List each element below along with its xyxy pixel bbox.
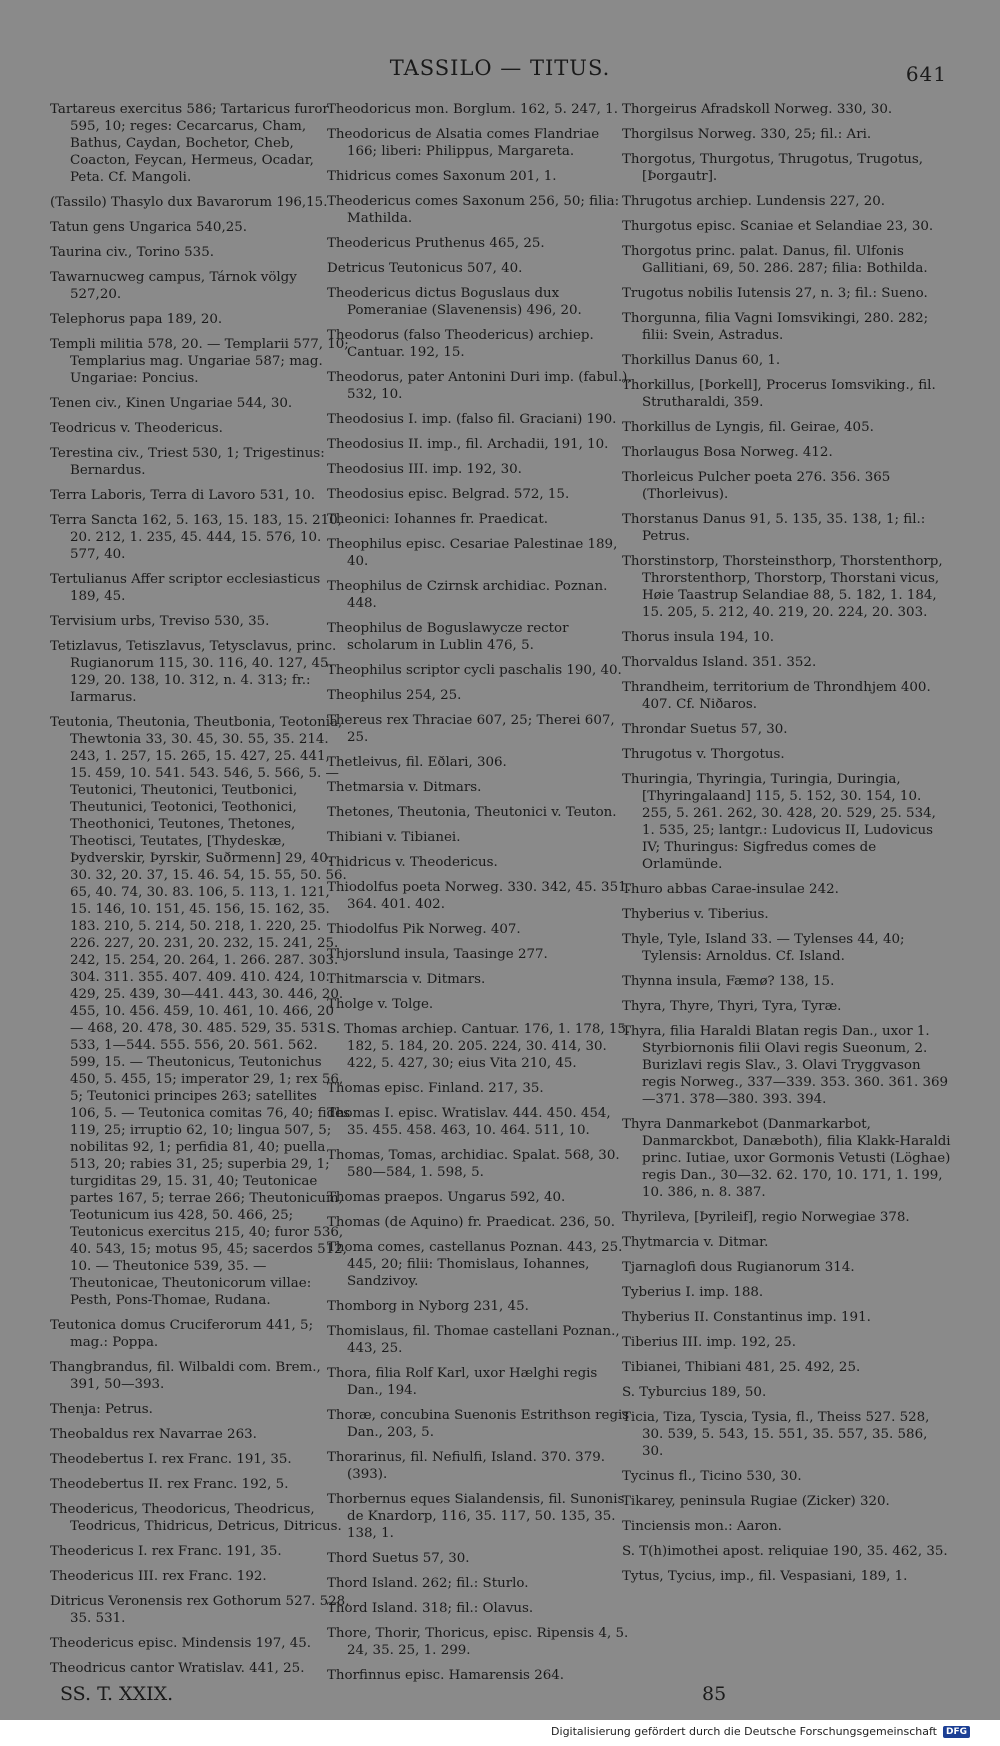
index-entry: Thyra, filia Haraldi Blatan regis Dan., uxor 1. Styrbiornonis filii Olavi regis Sueonum, 2. Burizlavi regis Slav., 3. Olavi Tryggvason regis Norweg., 337—339. 353. 360. 361. 369—371. 378—380. 393. 394.	[622, 1024, 949, 1107]
index-entry: Taurina civ., Torino 535.	[50, 245, 214, 260]
index-entry: Tibianei, Thibiani 481, 25. 492, 25.	[622, 1360, 861, 1375]
index-entry: Thangbrandus, fil. Wilbaldi com. Brem., 391, 50—393.	[50, 1360, 321, 1392]
index-entry: Teodricus v. Theodericus.	[50, 421, 223, 436]
index-entry: Thiodolfus poeta Norweg. 330. 342, 45. 351. 364. 401. 402.	[327, 880, 631, 912]
index-entry: Theodericus dictus Boguslaus dux Pomeraniae (Slavenensis) 496, 20.	[327, 286, 582, 318]
index-entry: Thoræ, concubina Suenonis Estrithson regis Dan., 203, 5.	[327, 1408, 630, 1440]
index-entry: Terra Sancta 162, 5. 163, 15. 183, 15. 210, 20. 212, 1. 235, 45. 444, 15. 576, 10. 577, 40.	[50, 513, 342, 562]
index-entry: Thorbernus eques Sialandensis, fil. Sunonis de Knardorp, 116, 35. 117, 50. 135, 35. 138, 1.	[327, 1492, 625, 1541]
dfg-logo-icon: DFG	[943, 1726, 970, 1738]
index-entry: Thorlaugus Bosa Norweg. 412.	[622, 445, 833, 460]
index-entry: Thomborg in Nyborg 231, 45.	[327, 1299, 529, 1314]
folio-number: 85	[702, 1683, 727, 1705]
index-entry: Theodebertus I. rex Franc. 191, 35.	[50, 1452, 292, 1467]
signature-mark: SS. T. XXIX.	[60, 1683, 174, 1705]
index-entry: Thyberius v. Tiberius.	[622, 907, 769, 922]
index-entry: Tatun gens Ungarica 540,25.	[50, 220, 248, 235]
index-entry: Thurgotus episc. Scaniae et Selandiae 23, 30.	[622, 219, 934, 234]
index-entry: Thidricus v. Theodericus.	[327, 855, 498, 870]
index-entry: Thenja: Petrus.	[50, 1402, 153, 1417]
index-entry: Theodorus, pater Antonini Duri imp. (fabul.), 532, 10.	[327, 370, 632, 402]
index-entry: Thidricus comes Saxonum 201, 1.	[327, 169, 557, 184]
index-entry: Thord Island. 318; fil.: Olavus.	[327, 1601, 534, 1616]
index-entry: Thora, filia Rolf Karl, uxor Hælghi regis Dan., 194.	[327, 1366, 598, 1398]
index-entry: Theodricus cantor Wratislav. 441, 25.	[50, 1661, 305, 1676]
index-entry: Thomas I. episc. Wratislav. 444. 450. 454, 35. 455. 458. 463, 10. 464. 511, 10.	[327, 1106, 611, 1138]
index-column-left	[50, 101, 350, 1685]
index-entry: Trugotus nobilis Iutensis 27, n. 3; fil.: Sueno.	[622, 286, 928, 301]
index-entry: Thomas (de Aquino) fr. Praedicat. 236, 50.	[327, 1215, 616, 1230]
index-entry: Thomas, Tomas, archidiac. Spalat. 568, 30. 580—584, 1. 598, 5.	[327, 1148, 620, 1180]
index-entry: Tenen civ., Kinen Ungariae 544, 30.	[50, 396, 293, 411]
index-entry: Theodorus (falso Theodericus) archiep. Cantuar. 192, 15.	[327, 328, 594, 360]
index-entry: Thorgotus princ. palat. Danus, fil. Ulfonis Gallitiani, 69, 50. 286. 287; filia: Bothilda.	[622, 244, 928, 276]
index-entry: Thjorslund insula, Taasinge 277.	[327, 947, 548, 962]
index-entry: Theodosius III. imp. 192, 30.	[327, 462, 522, 477]
index-entry: Tinciensis mon.: Aaron.	[622, 1519, 782, 1534]
page-number: 641	[905, 62, 947, 86]
index-entry: Thyra, Thyre, Thyri, Tyra, Tyræ.	[622, 999, 842, 1014]
index-entry: Telephorus papa 189, 20.	[50, 312, 223, 327]
index-entry: Theodosius I. imp. (falso fil. Graciani) 190.	[327, 412, 617, 427]
index-entry: Tytus, Tycius, imp., fil. Vespasiani, 189, 1.	[622, 1569, 908, 1584]
index-entry: S. T(h)imothei apost. reliquiae 190, 35. 462, 35.	[622, 1544, 948, 1559]
index-entry: Terra Laboris, Terra di Lavoro 531, 10.	[50, 488, 315, 503]
index-entry: Tervisium urbs, Treviso 530, 35.	[50, 614, 270, 629]
index-entry: Theonici: Iohannes fr. Praedicat.	[327, 512, 548, 527]
index-entry: Tjarnaglofi dous Rugianorum 314.	[622, 1260, 855, 1275]
index-entry: Tiberius III. imp. 192, 25.	[622, 1335, 796, 1350]
index-entry: Theodericus I. rex Franc. 191, 35.	[50, 1544, 282, 1559]
index-entry: Teutonia, Theutonia, Theutbonia, Teotonia, Thewtonia 33, 30. 45, 30. 55, 35. 214. 243, 1. 257, 15. 265, 15. 427, 25. 441, 15. 459, 10. 541. 543. 546, 5. 566, 5. — Teutonici, Theutonici, Teutbonici, Theutunici, Teotonici, Teothonici, Theothonici, Teutones, Thetones, Theotisci, Teutates, [Thydeskæ, Þydverskir, Þyrskir, Suðrmenn] 29, 40. 30. 32, 20. 37, 15. 46. 54, 15. 55, 50. 56. 65, 40. 74, 30. 83. 106, 5. 113, 1. 121, 15. 146, 10. 151, 45. 156, 15. 162, 35. 183. 210, 5. 214, 50. 218, 1. 220, 25. 226. 227, 20. 231, 20. 232, 15. 241, 25. 242, 15. 254, 20. 264, 1. 266. 287. 303. 304. 311. 355. 407. 409. 410. 424, 10. 429, 25. 439, 30—441. 443, 30. 446, 20. 455, 10. 456. 459, 10. 461, 10. 466, 20 — 468, 20. 478, 30. 485. 529, 35. 531. 533, 1—544. 555. 556, 20. 561. 562. 599, 15. — Theutonicus, Teutonichus 450, 5. 455, 15; imperator 29, 1; rex 56, 5; Teutonici principes 263; satellites 106, 5. — Teutonica comitas 76, 40; fides 119, 25; irruptio 62, 10; lingua 507, 5; nobilitas 92, 1; perfidia 81, 40; puella 513, 20; rabies 31, 25; superbia 29, 1; turgiditas 29, 15. 31, 40; Teutonicae partes 167, 5; terrae 266; Theutonicum, Teotunicum ius 428, 50. 466, 25; Teutonicus exercitus 215, 40; furor 536, 40. 543, 15; motus 95, 45; sacerdos 512, 10. — Theutonice 539, 35. — Theutonicae, Theutonicorum villae: Pesth, Pons-Thomae, Rudana.	[50, 715, 350, 1308]
index-entry: Thorfinnus episc. Hamarensis 264.	[327, 1668, 565, 1683]
index-entry: Thibiani v. Tibianei.	[327, 830, 461, 845]
index-entry: Thomas praepos. Ungarus 592, 40.	[327, 1190, 566, 1205]
index-entry: Theophilus scriptor cycli paschalis 190, 40.	[327, 663, 622, 678]
index-entry: Thyle, Tyle, Island 33. — Tylenses 44, 40; Tylensis: Arnoldus. Cf. Island.	[622, 932, 905, 964]
index-entry: Theodericus III. rex Franc. 192.	[50, 1569, 267, 1584]
index-entry: Thytmarcia v. Ditmar.	[622, 1235, 769, 1250]
index-entry: Thoma comes, castellanus Poznan. 443, 25. 445, 20; filii: Thomislaus, Iohannes, Sandzivoy.	[327, 1240, 623, 1289]
funding-credit	[551, 1725, 970, 1738]
index-entry: Thitmarscia v. Ditmars.	[327, 972, 486, 987]
index-entry: Thyrileva, [Þyrileif], regio Norwegiae 378.	[622, 1210, 910, 1225]
index-entry: Thrugotus v. Thorgotus.	[622, 747, 785, 762]
index-entry: Thorvaldus Island. 351. 352.	[622, 655, 817, 670]
index-entry: Thorkillus de Lyngis, fil. Geirae, 405.	[622, 420, 874, 435]
index-entry: Theophilus de Czirnsk archidiac. Poznan. 448.	[327, 579, 608, 611]
index-entry: Thorgilsus Norweg. 330, 25; fil.: Ari.	[622, 127, 872, 142]
index-entry: Thord Suetus 57, 30.	[327, 1551, 470, 1566]
index-entry: (Tassilo) Thasylo dux Bavarorum 196,15.	[50, 195, 328, 210]
index-entry: Theophilus 254, 25.	[327, 688, 462, 703]
running-head-title: TASSILO — TITUS.	[389, 56, 611, 80]
index-entry: Thorkillus, [Þorkell], Procerus Iomsviking., fil. Strutharaldi, 359.	[622, 378, 936, 410]
index-entry: Thorgotus, Thurgotus, Thrugotus, Trugotus, [Þorgautr].	[622, 152, 923, 184]
index-entry: Thorstinstorp, Thorsteinsthorp, Thorstenthorp, Throrstenthorp, Thorstorp, Thorstani vicus, Høie Taastrup Selandiae 88, 5. 182, 1. 184, 15. 205, 5. 212, 40. 219, 20. 224, 20. 303.	[622, 554, 943, 620]
index-entry: Theodebertus II. rex Franc. 192, 5.	[50, 1477, 289, 1492]
index-entry: Tartareus exercitus 586; Tartaricus furor 595, 10; reges: Cecarcarus, Cham, Bathus, Caydan, Bochetor, Cheb, Coacton, Feycan, Hermeus, Ocadar, Peta. Cf. Mangoli.	[50, 102, 329, 185]
index-entry: Thynna insula, Fæmø? 138, 15.	[622, 974, 835, 989]
index-entry: Theodericus Pruthenus 465, 25.	[327, 236, 545, 251]
index-entry: Theophilus episc. Cesariae Palestinae 189, 40.	[327, 537, 618, 569]
index-entry: S. Tyburcius 189, 50.	[622, 1385, 767, 1400]
index-entry: Thrandheim, territorium de Throndhjem 400. 407. Cf. Niðaros.	[622, 680, 931, 712]
index-column-right	[622, 101, 952, 1593]
index-entry: Thuringia, Thyringia, Turingia, Duringia, [Thyringalaand] 115, 5. 152, 30. 154, 10. 255, 5. 261. 262, 30. 428, 20. 529, 25. 534, 1. 535, 25; lantgr.: Ludovicus II, Ludovicus IV; Thuringus: Sigfredus comes de Orlamünde.	[622, 772, 936, 872]
index-entry: Thorstanus Danus 91, 5. 135, 35. 138, 1; fil.: Petrus.	[622, 512, 926, 544]
index-entry: Detricus Teutonicus 507, 40.	[327, 261, 523, 276]
index-entry: Theodericus episc. Mindensis 197, 45.	[50, 1636, 312, 1651]
index-entry: Tholge v. Tolge.	[327, 997, 434, 1012]
index-entry: Theodoricus mon. Borglum. 162, 5. 247, 1.	[327, 102, 618, 117]
index-entry: Tyberius I. imp. 188.	[622, 1285, 764, 1300]
index-entry: Thorgeirus Afradskoll Norweg. 330, 30.	[622, 102, 893, 117]
index-entry: Thomislaus, fil. Thomae castellani Poznan., 443, 25.	[327, 1324, 620, 1356]
index-entry: Tawarnucweg campus, Tárnok völgy 527,20.	[50, 270, 297, 302]
index-entry: Thorus insula 194, 10.	[622, 630, 775, 645]
index-entry: Tetizlavus, Tetiszlavus, Tetysclavus, princ. Rugianorum 115, 30. 116, 40. 127, 45. 129, 20. 138, 10. 312, n. 4. 313; fr.: Iarmarus.	[50, 639, 337, 705]
index-entry: Thetleivus, fil. Eðlari, 306.	[327, 755, 507, 770]
index-entry: Teutonica domus Cruciferorum 441, 5; mag.: Poppa.	[50, 1318, 314, 1350]
credit-text: Digitalisierung gefördert durch die Deutsche Forschungsgemeinschaft	[551, 1725, 937, 1738]
index-entry: Thyberius II. Constantinus imp. 191.	[622, 1310, 871, 1325]
index-entry: Tikarey, peninsula Rugiae (Zicker) 320.	[622, 1494, 890, 1509]
index-entry: Thorleicus Pulcher poeta 276. 356. 365 (Thorleivus).	[622, 470, 891, 502]
index-entry: Ticia, Tiza, Tyscia, Tysia, fl., Theiss 527. 528, 30. 539, 5. 543, 15. 551, 35. 557, 35. 586, 30.	[622, 1410, 930, 1459]
index-entry: Theodericus comes Saxonum 256, 50; filia: Mathilda.	[327, 194, 620, 226]
index-entry: Theodericus, Theodoricus, Theodricus, Teodricus, Thidricus, Detricus, Ditricus.	[50, 1502, 342, 1534]
index-column-middle	[327, 101, 632, 1692]
index-entry: Thereus rex Thraciae 607, 25; Therei 607, 25.	[327, 713, 615, 745]
index-entry: Thrugotus archiep. Lundensis 227, 20.	[622, 194, 886, 209]
index-entry: Thord Island. 262; fil.: Sturlo.	[327, 1576, 529, 1591]
index-entry: Thorgunna, filia Vagni Iomsvikingi, 280. 282; filii: Svein, Astradus.	[622, 311, 929, 343]
index-entry: Tycinus fl., Ticino 530, 30.	[622, 1469, 802, 1484]
index-entry: Thorkillus Danus 60, 1.	[622, 353, 781, 368]
index-entry: Thetones, Theutonia, Theutonici v. Teuton.	[327, 805, 617, 820]
index-entry: Templi militia 578, 20. — Templarii 577, 10; Templarius mag. Ungariae 587; mag. Ungariae: Poncius.	[50, 337, 349, 386]
index-entry: Throndar Suetus 57, 30.	[622, 722, 788, 737]
index-entry: Tertulianus Affer scriptor ecclesiasticus 189, 45.	[50, 572, 321, 604]
index-entry: Ditricus Veronensis rex Gothorum 527. 528, 35. 531.	[50, 1594, 350, 1626]
index-entry: Terestina civ., Triest 530, 1; Trigestinus: Bernardus.	[50, 446, 325, 478]
index-entry: Thetmarsia v. Ditmars.	[327, 780, 482, 795]
index-entry: Theophilus de Boguslawycze rector scholarum in Lublin 476, 5.	[327, 621, 569, 653]
index-entry: Theobaldus rex Navarrae 263.	[50, 1427, 257, 1442]
index-entry: Thorarinus, fil. Nefiulfi, Island. 370. 379. (393).	[327, 1450, 605, 1482]
index-entry: Thiodolfus Pik Norweg. 407.	[327, 922, 521, 937]
index-entry: Thyra Danmarkebot (Danmarkarbot, Danmarckbot, Danæboth), filia Klakk-Haraldi princ. Iutiae, uxor Gormonis Vetusti (Löghae) regis Dan., 30—32. 62. 170, 10. 171, 1. 199, 10. 386, n. 8. 387.	[622, 1117, 951, 1200]
index-entry: Theodosius episc. Belgrad. 572, 15.	[327, 487, 570, 502]
index-entry: S. Thomas archiep. Cantuar. 176, 1. 178, 15. 182, 5. 184, 20. 205. 224, 30. 414, 30. 422, 5. 427, 30; eius Vita 210, 45.	[327, 1022, 631, 1071]
index-entry: Thomas episc. Finland. 217, 35.	[327, 1081, 544, 1096]
index-entry: Thuro abbas Carae-insulae 242.	[622, 882, 839, 897]
index-entry: Theodosius II. imp., fil. Archadii, 191, 10.	[327, 437, 609, 452]
index-entry: Theodoricus de Alsatia comes Flandriae 166; liberi: Philippus, Margareta.	[327, 127, 600, 159]
index-entry: Thore, Thorir, Thoricus, episc. Ripensis 4, 5. 24, 35. 25, 1. 299.	[327, 1626, 629, 1658]
